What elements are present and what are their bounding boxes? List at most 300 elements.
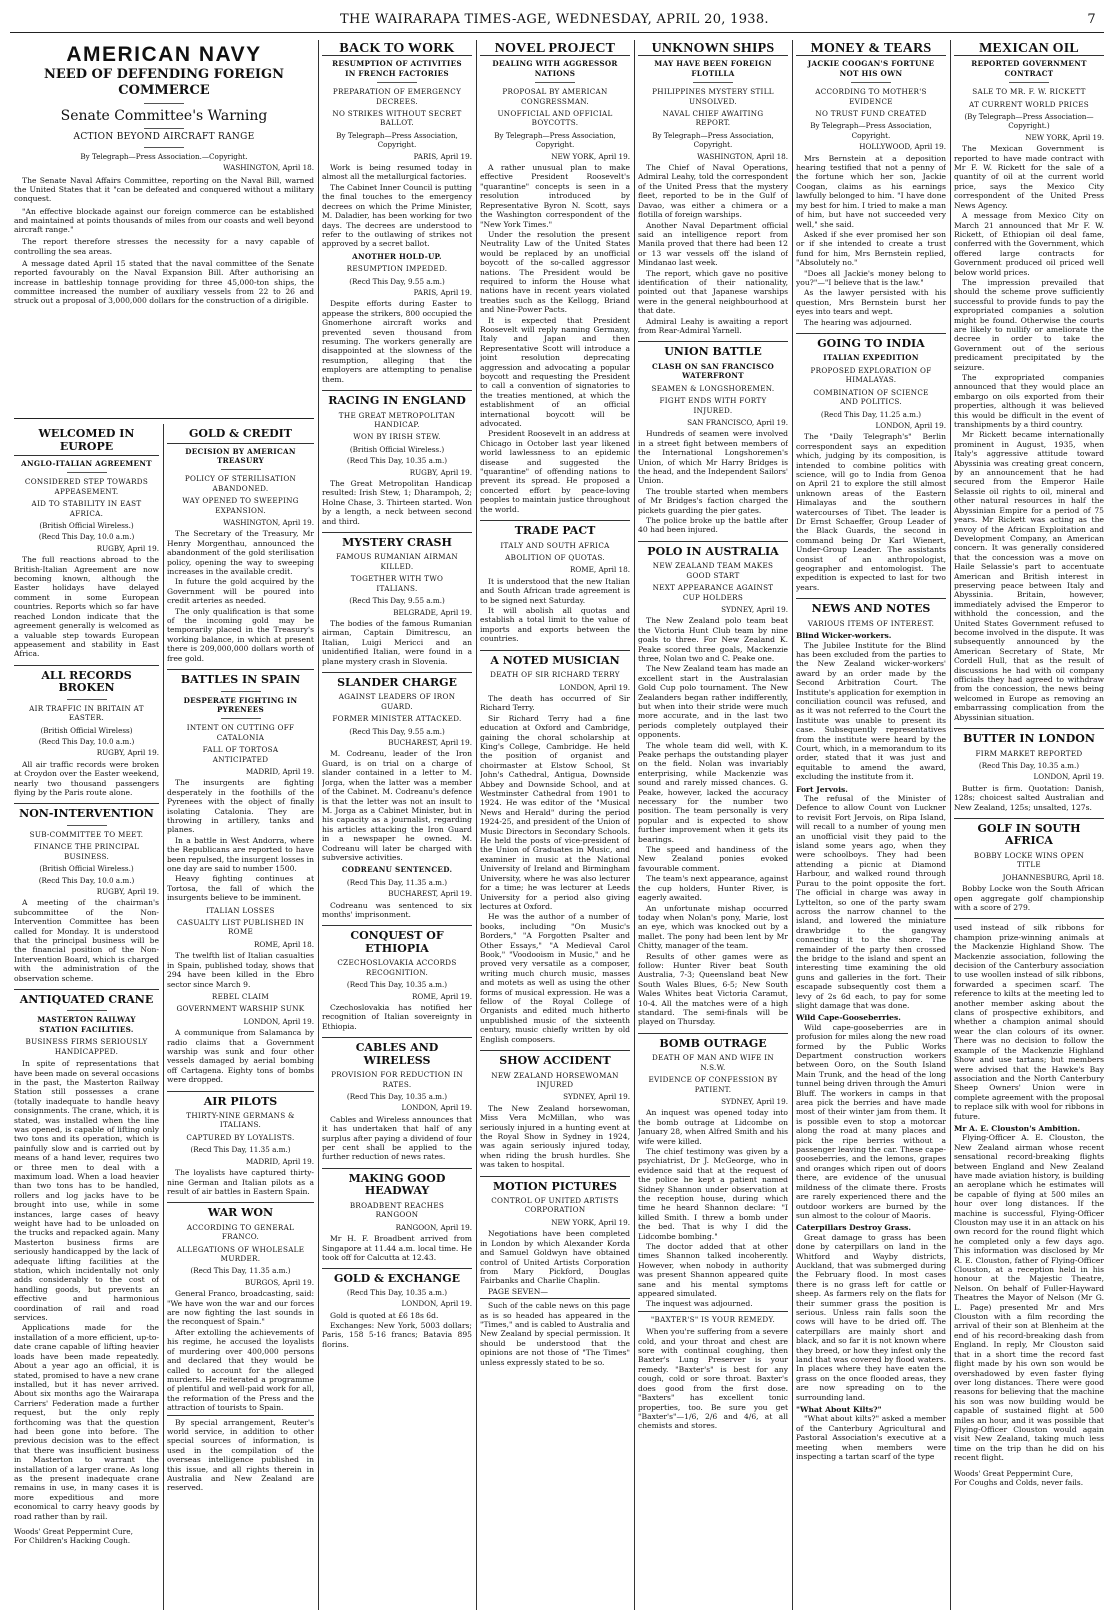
advert-heading: "BAXTER'S" IS YOUR REMEDY. — [650, 1314, 776, 1324]
headline-noted-musician: A NOTED MUSICIAN — [490, 653, 620, 667]
paragraph: An unfortunate mishap occurred today when Nolan's pony, Marie, lost an eye, which was knocked out by a mallet. The pony had been lent by Mr Chitty, manager of the team. — [638, 903, 788, 951]
paragraph: The doctor added that at other times Shannon talked incoherently. However, when nobody in authority was present Shannon appeared quite sane and his mental symptoms appeared simulated. — [638, 1242, 788, 1299]
headline-battles-spain: BATTLES IN SPAIN — [180, 673, 301, 687]
credit-line: (Recd This Day, 10.0 a.m.) — [38, 532, 135, 542]
rule — [322, 672, 472, 673]
credit-line: (Recd This Day, 9.55 a.m.) — [349, 596, 445, 606]
paragraph: The twelfth list of Italian casualties in Spain, published today, shows that 294 have been killed in the Ebro sector since March 9. — [167, 951, 314, 989]
dateline: HOLLYWOOD, April 19. — [859, 142, 946, 152]
rule — [167, 443, 314, 444]
paragraph: A meeting of the chairman's subcommittee of the Non-Intervention Committee has been called for Monday. It is understood that the principal business will be the financial position of the Non-Intervention Board, which is charged with the administration of the observation scheme. — [14, 898, 159, 983]
masthead-title: THE WAIRARAPA TIMES-AGE, WEDNESDAY, APRIL 20, 1938. — [340, 12, 769, 27]
headline-slander-charge: SLANDER CHARGE — [337, 675, 457, 689]
paragraph: The New Zealand horsewoman, Miss Vera McMillan, who was seriously injured in a hunting event at the Royal Show in Sydney in 1924, was again seriously injured today, when riding the brush hurdles. She was taken to hospital. — [480, 1103, 630, 1170]
rule — [638, 1311, 788, 1312]
paragraph: A message from Mexico City on March 21 announced that Mr F. W. Rickett, of Ethiopian oil deal fame, conferred with the Government, which offered large contracts for Government produced oil priced well below world prices. — [954, 211, 1104, 277]
advert-text: When you're suffering from a severe cold, and your throat and chest are sore with continual coughing, then Baxter's Lung Preserver is your remedy. "Baxter's" is best for any cough, cold or sore throat. Baxter's does good from the first dose. "Baxters" has excellent tonic properties, too. Be sure you get "Baxter's"—1/6, 2/6 and 4/6, at all chemists and stores. — [638, 1327, 788, 1431]
column-divider — [950, 40, 951, 1610]
paragraph: "Does all Jackie's money belong to you?"—"I believe that is the law." — [796, 268, 946, 287]
divider — [144, 147, 184, 148]
credit-line: (Recd This Day, 10.35 a.m.) — [346, 1287, 448, 1297]
paragraph: Under the resolution the present Neutrality Law of the United States would be replaced by an unofficial boycott of the so-called aggressor nations. The President would be required to inform the House what nations have in recent years violated treaties such as the Kellogg, Briand and Nine-Power Pacts. — [480, 229, 630, 315]
rule — [954, 728, 1104, 729]
paragraph: The loyalists have captured thirty-nine German and Italian pilots as a result of air battles in Eastern Spain. — [167, 1168, 314, 1196]
section-title: "What About Kilts?" — [796, 1405, 882, 1415]
rule — [14, 989, 159, 990]
subhead: DECISION BY AMERICAN TREASURY — [185, 446, 296, 465]
column-4 — [480, 40, 630, 1610]
paragraph: A rather unusual plan to make effective President Roosevelt's "quarantine" concepts is seen in a resolution introduced by Representative Byron N. Scott, says the Washington correspondent of the "New York Times." — [480, 163, 630, 229]
subhead: TOGETHER WITH TWO ITALIANS. — [350, 574, 444, 593]
credit-line: (Recd This Day, 11.25 a.m.) — [820, 409, 922, 419]
rule — [480, 1298, 630, 1299]
subhead: WAY OPENED TO SWEEPING EXPANSION. — [182, 496, 299, 515]
dateline: JOHANNESBURG, April 18. — [1002, 872, 1104, 882]
paragraph: The Great Metropolitan Handicap resulted: Irish Stew, 1; Dharampoh, 2; Holne Chase, 3. Thirteen started. Won by a length, a neck between second and third. — [322, 478, 472, 526]
subhead: PREPARATION OF EMERGENCY DECREES. — [332, 87, 462, 106]
rule — [322, 1268, 472, 1269]
dateline: BUCHAREST, April 19. — [388, 889, 472, 899]
masthead — [10, 12, 1104, 30]
column-2 — [167, 424, 314, 1610]
subhead: SUB-COMMITTEE TO MEET. — [29, 829, 144, 839]
subhead: DEATH OF MAN AND WIFE IN N.S.W. — [651, 1053, 775, 1072]
headline-news-notes: NEWS AND NOTES — [811, 602, 931, 616]
dateline: NEW YORK, April 19. — [1025, 132, 1104, 142]
headline-trade-pact: TRADE PACT — [514, 524, 596, 538]
paragraph: It is understood that the new Italian and South African trade agreement is to be signed next Saturday. — [480, 576, 630, 605]
subhead: NEW ZEALAND TEAM MAKES GOOD START — [652, 561, 774, 580]
masthead-rule — [10, 32, 1104, 33]
headline-back-to-work: BACK TO WORK — [339, 41, 455, 56]
headline-bomb-outrage: BOMB OUTRAGE — [659, 1036, 767, 1050]
subhead: CZECHOSLOVAKIA ACCORDS RECOGNITION. — [337, 958, 457, 977]
subhead: CLASH ON SAN FRANCISCO WATERFRONT — [651, 361, 775, 381]
rule — [322, 925, 472, 926]
column-divider — [318, 40, 319, 1610]
dateline: SAN FRANCISCO, April 19. — [687, 417, 788, 427]
paragraph: Results of other games were as follow: Hunter River beat South Australia, 7-3; Queensland beat New South Wales Blues, 6-5; New South Wales Whites beat Victoria Caramut, 10-4. All the matches were of a high standard. The semi-finals will be played on Thursday. — [638, 951, 788, 1027]
paragraph: General Franco, broadcasting, said: "We have won the war and our forces are now fighting the last sounds in the reconquest of Spain." — [167, 1289, 314, 1327]
paragraph: "An effective blockade against our foreign commerce can be established and maintained at points thousands of miles from our coasts and well beyond aircraft range." — [14, 206, 314, 235]
divider — [693, 82, 733, 83]
headline-war-won: WAR WON — [207, 1206, 274, 1220]
headline-records-broken: ALL RECORDS BROKEN — [41, 668, 132, 695]
paragraph: An inquest was opened today into the bomb outrage at Lidcombe on January 28, when Alfred Smith and his wife were killed. — [638, 1108, 788, 1146]
rule — [14, 455, 159, 456]
headline-air-pilots: AIR PILOTS — [203, 1094, 278, 1108]
subhead-defending-commerce: NEED OF DEFENDING FOREIGN COMMERCE — [44, 67, 284, 99]
dateline: NEW YORK, April 19. — [551, 151, 630, 161]
headline-show-accident: SHOW ACCIDENT — [499, 1054, 611, 1067]
rule — [322, 532, 472, 533]
dateline: NEW YORK, April 19. — [551, 1217, 630, 1227]
credit-line: (Recd This Day, 10.35 a.m.) — [346, 1092, 448, 1102]
dateline: LONDON, April 19. — [401, 1299, 472, 1309]
paragraph: The Jubilee Institute for the Blind has been excluded from the parties to the New Zealand wicker-workers' award by an order made by the Second Arbitration Court. The Institute's application for exemption in conciliation council was refused, and as it was not referred to the Court the Institute was unable to present its case. Subsequently representatives from the institute were heard by the Court, which, in a memorandum to its order, stated that it was just and equitable to amend the award, excluding the institute from it. — [796, 640, 946, 782]
rule — [796, 333, 946, 334]
paragraph: The expropriated companies announced that they would place an embargo on oils exported from their properties, although it was believed this would be difficult in the event of transhipments by a third country. — [954, 373, 1104, 430]
advert-line: For Children's Hacking Cough. — [14, 1536, 131, 1545]
paragraph: Codreanu was sentenced to six months' imprisonment. — [322, 900, 472, 919]
subhead: DEATH OF SIR RICHARD TERRY — [490, 670, 620, 680]
paragraph: The "Daily Telegraph's" Berlin correspondent says an expedition which, judging by its composition, is intended to combine politics with science, will go to India from Genoa on April 21 to explore the still almost unknown areas of the Eastern Himalayas and the southern watercourses of Tibet. The leader is Dr Ernst Schaeffer, Group Leader of the Black Guards, the second in command being Dr Karl Wienert, Under-Group Leader. The assistants consist of an anthropologist, geographer and entomologist. The expedition is expected to last for two years. — [796, 432, 946, 592]
dateline: BUCHAREST, April 19. — [388, 738, 472, 748]
headline-union-battle: UNION BATTLE — [664, 345, 762, 359]
rule — [167, 1091, 314, 1092]
dateline: PARIS, April 19. — [413, 151, 472, 161]
rule — [14, 665, 159, 666]
subhead: PROVISION FOR REDUCTION IN RATES. — [331, 1070, 463, 1089]
paragraph: Applications made for the installation of a more efficient, up-to-date crane capable of lifting heavier loads have been made repeatedly. About a year ago an official, it is stated, promised to have a new crane installed, but it has never arrived. About six months ago the Wairarapa Carriers' Federation made a further request, but the only reply forthcoming was that the question had been gone into before. The previous decision was to the effect that there was insufficient business in Masterton to warrant the installation of a larger crane. As long as the present inadequate crane remains in use, in many cases it is more expeditious and more economical to carry heavy goods by road rather than by rail. — [14, 1323, 159, 1521]
subhead: FAMOUS RUMANIAN AIRMAN KILLED. — [336, 552, 458, 571]
subhead: NEW ZEALAND HORSEWOMAN INJURED — [491, 1070, 619, 1089]
dateline: ROME, April 18. — [253, 939, 314, 949]
paragraph: Flying-Officer A. E. Clouston, the New Zealand airman whose recent sensational record-breaking flights between England and New Zealand have made aviation history, is building an aeroplane which he estimates will be capable of flying at 500 miles an hour over long distances. If the machine is successful, Flying-Officer Clouston may use it in an attack on his own record for the round flight which he completed only a few days ago. This information was disclosed by Mr R. E. Clouston, father of Flying-Officer Clouston, at a reception held in his honour at the Majestic Theatre, Nelson. On behalf of Fuller-Hayward Theatres the Mayor of Nelson (Mr G. L. Page) presented Mr and Mrs Clouston with a film recording the arrival of their son at Blenheim at the end of his record-breaking dash from England. In reply, Mr Clouston said that in a short time the record fast flight made by his own son would be overshadowed by even faster flying over long distances. There were good reasons for believing that the machine his son was now building would be capable of sustained flight at 500 miles an hour, and it was possible that Flying-Officer Clouston would again visit New Zealand, taking much less time on the trip than he did on his recent flight. — [954, 1133, 1104, 1463]
credit-line: (British Official Wireless.) — [349, 444, 445, 454]
subhead: SEAMEN & LONGSHOREMEN. — [651, 383, 775, 393]
dateline: WASHINGTON, April 18. — [697, 151, 788, 161]
dateline: SYDNEY, April 19. — [563, 1092, 630, 1102]
headline-butter-london: BUTTER IN LONDON — [963, 732, 1095, 746]
headline-conquest-ethiopia: CONQUEST OF ETHIOPIA — [350, 929, 444, 955]
paragraph: Great damage to grass has been done by caterpillars on land in the Whitford and Wayby districts, Auckland, that was submerged during the February flood. In most cases there is no grass left for cattle or sheep. As farmers rely on the flats for their summer grass the position is serious. Unless rain falls soon the cows will have to be dried off. The caterpillars are mainly short and black, and so far it is not known where they breed, or how they infest only the land that was covered by flood waters. In places where they have eaten the grass on the once flooded areas, they are now spreading on to the surrounding land. — [796, 1232, 946, 1402]
dateline: LONDON, April 19. — [1033, 772, 1104, 782]
divider — [221, 718, 261, 719]
paragraph: PAGE SEVEN— — [488, 1286, 548, 1296]
credit-line: (Recd This Day, 9.55 a.m.) — [349, 726, 445, 736]
paragraph: The impression prevailed that should the scheme prove sufficiently successful to provide funds to pay the expropriated companies a solution might be found. Otherwise the courts are likely to nullify or ameliorate the decree in order to take the Government out of the serious predicament precipitated by the seizure. — [954, 277, 1104, 372]
paragraph: "What about kilts?" asked a member of the Canterbury Agricultural and Pastoral Association's executive at a meeting when members were inspecting a tartan scarf of the type — [796, 1414, 946, 1462]
credit-line: By Telegraph—Press Association, Copyright. — [652, 130, 774, 150]
subhead: CODREANU SENTENCED. — [341, 865, 453, 875]
subhead: NEXT APPEARANCE AGAINST CUP HOLDERS — [652, 583, 774, 602]
paragraph: The speed and handiness of the New Zealand ponies evoked favourable comment. — [638, 845, 788, 873]
credit-line: (British Official Wireless.) — [39, 864, 134, 874]
paragraph: The hearing was adjourned. — [804, 317, 912, 327]
subhead-aircraft-range: ACTION BEYOND AIRCRAFT RANGE — [73, 132, 255, 143]
paragraph: The Mexican Government is reported to have made contract with Mr F. W. Rickett for the sale of a quantity of oil at the current world price, says the Mexico City correspondent of the United Press News Agency. — [954, 144, 1104, 210]
headline-unknown-ships: UNKNOWN SHIPS — [651, 41, 775, 56]
rule — [322, 390, 472, 391]
credit-line: By Telegraph—Press Association, Copyright. — [494, 130, 616, 150]
subhead: ABOLITION OF QUOTAS. — [505, 553, 605, 562]
column-1 — [14, 424, 159, 1610]
rule — [167, 1202, 314, 1203]
page-number: 7 — [1087, 12, 1096, 27]
subhead: CASUALTY LIST PUBLISHED IN ROME — [176, 918, 305, 937]
paragraph: It will abolish all quotas and establish a total limit to the value of imports and exports between the countries. — [480, 606, 630, 644]
paragraph: The only qualification is that some of the incoming gold may be temporarily placed in the Treasury's working balance, in which at present there is 209,000,000 dollars worth of free gold. — [167, 606, 314, 663]
rule — [322, 1168, 472, 1169]
headline-mexican-oil: MEXICAN OIL — [979, 41, 1079, 56]
rule — [480, 1176, 630, 1177]
paragraph: Butter is firm. Quotation: Danish, 128s; choicest salted Australian and New Zealand, 125s; unsalted, 127s. — [954, 783, 1104, 812]
paragraph: Despite efforts during Easter to appease the strikers, 800 occupied the Gnomerhone aircraft works and prevented seven thousand from resuming. The workers generally are disappointed at the slowness of the resumption, alleging that the employers are attempting to penalise them. — [322, 299, 472, 384]
headline-antiquated-crane: ANTIQUATED CRANE — [19, 992, 154, 1006]
paragraph: In future the gold acquired by the Government will be poured into credit arteries as needed. — [167, 577, 314, 606]
subhead: VARIOUS ITEMS OF INTEREST. — [807, 618, 935, 628]
rule — [480, 520, 630, 521]
paragraph: Such of the cable news on this page as is so headed has appeared in the "Times," and is cabled to Australia and New Zealand by special permission. It should be understood that the opinions are not those of "The Times" unless expressly stated to be so. — [480, 1301, 630, 1367]
subhead: BROADBENT REACHES RANGOON — [349, 1200, 445, 1220]
dateline: BURGOS, April 19. — [244, 1277, 314, 1287]
paragraph: Asked if she ever promised her son or if she intended to create a trust fund for him, Mrs Bernstein replied, "Absolutely no." — [796, 229, 946, 268]
dateline: LONDON, April 19. — [243, 1016, 314, 1026]
subhead: FIGHT ENDS WITH FORTY INJURED. — [659, 396, 767, 415]
paragraph: The Chief of Naval Operations, Admiral Leahy, told the correspondent of the United Press that the mystery fleet, reported to be in the Gulf of Davao, was either a chimera or a flotilla of foreign warships. — [638, 163, 788, 220]
credit-line: By Telegraph—Press Association, Copyright. — [810, 121, 932, 140]
subhead: REBEL CLAIM — [211, 991, 270, 1001]
dateline: RUGBY, April 19. — [96, 543, 159, 553]
credit-line: (Recd This Day, 10.0 a.m.) — [38, 875, 135, 885]
paragraph: The bodies of the famous Rumanian airman, Captain Dimitrescu, an Italian, Luigi Mericci and an unidentified Italian, were found in a plane mystery crash in Slovenia. — [322, 618, 472, 666]
paragraph: The insurgents are fighting desperately in the foothills of the Pyrenees with the object of finally isolating Catalonia. They are throwing in artillery, tanks and planes. — [167, 778, 314, 835]
headline-welcomed-europe: WELCOMED IN EUROPE — [38, 427, 135, 453]
credit-line: (Recd This Day, 10.0 a.m.) — [38, 736, 135, 746]
section-rule — [14, 418, 314, 419]
rule — [638, 341, 788, 342]
paragraph: In spite of representations that have been made on several occasions in the past, the Masterton Railway Station still possesses a crane (totally inadequate to handle heavy consignments. The crane, which, it is stated, was installed when the line was opened, is capable of lifting only two tons and its operation, which is painfully slow and is carried out by means of a hand lever, requires two or three men to deal with a maximum load. When a load heavier than two tons has to be handled, rollers and log jacks have to be brought into use, while in some instances, large cases of heavy weight have had to be unloaded on the trucks and repacked again. Many Masterton business firms are seriously handicapped by the lack of adequate lifting facilities at the station, which incidentally not only adds considerably to the cost of handling goods, but prevents an effective and harmonious coordination of rail and road services. — [14, 1059, 159, 1323]
subhead: ACCORDING TO GENERAL FRANCO. — [186, 1222, 295, 1242]
advert-line: Woods' Great Peppermint Cure, — [954, 1468, 1073, 1478]
column-divider — [792, 40, 793, 1610]
paragraph: The police broke up the battle after 40 had been injured. — [638, 515, 788, 535]
subhead: RESUMPTION OF ACTIVITIES IN FRENCH FACTORIES — [332, 59, 462, 78]
credit-line: (British Official Wireless.) — [39, 521, 134, 531]
subhead: CONTROL OF UNITED ARTISTS CORPORATION — [491, 1196, 619, 1215]
paragraph: He was the author of a number of books, including "On Music's Borders," "A Forgotten Psalter and Other Essays," "A Medieval Carol Book," "Voodooism in Music," and he proved very versatile as a composer, writing much church music, masses and motets as well as using the other forms of musical expression. He was a fellow of the Royal College of Organists and edited much hitherto unpublished music of the sixteenth century, music chiefly written by old English composers. — [480, 912, 630, 1044]
subhead: RESUMPTION IMPEDED. — [346, 264, 448, 274]
divider — [144, 103, 184, 104]
dateline: LONDON, April 19. — [401, 1103, 472, 1113]
paragraph: Gold is quoted at £6 18s 6d. — [330, 1310, 439, 1320]
headline-cables-wireless: CABLES AND WIRELESS — [355, 1041, 439, 1067]
headline-racing-england: RACING IN ENGLAND — [328, 394, 466, 407]
paragraph: used instead of silk ribbons for champion prize-winning animals at the Mackenzie Highland Show. The Mackenzie association, following the decision of the Canterbury association to use woollen instead of silk ribbons, forwarded a specimen scarf. The reference to kilts at the meeting led to another member asking about the clans of prospective exhibitors, and whether a champion animal should wear the clan colours of its owner. There was no decision to follow the example of the Mackenzie Highland Show and use tartans; but members were advised that the Hawke's Bay association and the North Canterbury Sheep Owners' Union were in complete agreement with the proposal to replace silk with wool for ribbons in future. — [954, 923, 1104, 1121]
paragraph: M. Codreanu, leader of the Iron Guard, is on trial on a charge of slander contained in a letter to M. Jorga, when the latter was a member of the Cabinet. M. Codreanu's defence is that the letter was not an insult to M. Jorga as a Cabinet Minister, but in his capacity as a journalist, regarding his articles attacking the Iron Guard in a newspaper he owned. M. Codreanu will later be charged with subversive activities. — [322, 749, 472, 862]
subhead: DEALING WITH AGGRESSOR NATIONS — [492, 59, 618, 78]
subhead: PROPOSED EXPLORATION OF HIMALAYAS. — [810, 365, 932, 385]
rule — [480, 1050, 630, 1051]
dateline: MADRID, April 19. — [245, 1156, 314, 1166]
paragraph: Bobby Locke won the South African open aggregate golf championship with a score of 279. — [954, 884, 1104, 912]
paragraph: The refusal of the Minister of Defence to allow Count von Luckner to revisit Fort Jervois, on Ripa Island, will recall to a number of young men an unofficial visit they paid to the island some years ago, when they were schoolboys. They had been attending a picnic at Diamond Harbour, and walked round through Purau to the point opposite the fort. The official in charge was away in Lyttelton, so one of the party swam across the narrow channel to the island, and lowered the miniature drawbridge to the gangway connecting it to the shore. The remainder of the party then crossed the bridge to the island and spent an interesting time examining the old guns and galleries in the fort. Their escapade subsequently cost them a levy of 2s 6d each, to pay for some slight damage that was done. — [796, 794, 946, 1010]
paragraph: A communique from Salamanca by radio claims that a Government warship was sunk and four other vessels damaged by aerial bombing off Cartagena. Eighty tons of bombs were dropped. — [167, 1028, 314, 1085]
subhead: AGAINST LEADERS OF IRON GUARD. — [338, 692, 456, 711]
paragraph: The full reactions abroad to the British-Italian Agreement are now becoming known, although the Easter holidays have delayed comment in some European countries. Reports which so far have reached London indicate that the agreement generally is welcomed as a valuable step towards European appeasement and stability in East Africa. — [14, 555, 159, 659]
subhead: CONSIDERED STEP TOWARDS APPEASEMENT. — [24, 477, 149, 496]
subhead: AIR TRAFFIC IN BRITAIN AT EASTER. — [29, 703, 144, 723]
paragraph: Mr H. F. Broadbent arrived from Singapore at 11.44 a.m. local time. He took off for Calcutta at 12.43. — [322, 1234, 472, 1262]
subhead: FALL OF TORTOSA ANTICIPATED — [202, 745, 279, 764]
section-title: Mr A. E. Clouston's Ambition. — [954, 1123, 1081, 1133]
divider — [221, 691, 261, 692]
rule — [322, 1037, 472, 1038]
divider — [67, 825, 107, 826]
paragraph: Admiral Leahy is awaiting a report from Rear-Admiral Yarnell. — [638, 316, 788, 335]
subhead: ACCORDING TO MOTHER'S EVIDENCE — [815, 87, 927, 106]
rule — [480, 650, 630, 651]
subhead: FORMER MINISTER ATTACKED. — [332, 714, 462, 724]
paragraph: After extolling the achievements of his regime, he accused the loyalists of murdering over 400,000 persons and declared that they would be called to account for the alleged murders. He reiterated a programme of plentiful and well-paid work for all, the reformation of the Press and the attraction of tourists to Spain. — [167, 1327, 314, 1413]
credit-line: (Recd This Day, 11.35 a.m.) — [346, 877, 448, 887]
paragraph: Mr Rickett became internationally prominent in August, 1935, when Italy's aggressive attitude toward Abyssinia was creating great concern, by an announcement that he had secured from the Emperor Haile Selassie oil rights to oil, mineral and other natural resources in half the Abyssinian Empire for a period of 75 years. Mr Rickett was acting as the envoy of the African Exploitation and Development Company, an American concern. It was generally considered that the concession was a move on Haile Selassie's part to accentuate American and British interest in preserving peace between Italy and Abyssinia. Britain, however, immediately advised the Emperor to withhold the concession, and the United States Government refused to become involved in the dispute. It was subsequently announced by the American Secretary of State, Mr Cordell Hull, that as the result of discussions he had with oil company officials they had agreed to withdraw from the concession, the news being welcomed in Europe as removing an embarrassing complication from the Abyssinian situation. — [954, 430, 1104, 722]
dateline: RUGBY, April 19. — [96, 886, 159, 896]
paragraph: President Roosevelt in an address at Chicago in October last year likened world lawlessness to an epidemic disease and suggested the "quarantine" of offending nations to prevent its spread. He proposed a concerted effort by peace-loving peoples to maintain justice throughout the world. — [480, 429, 630, 514]
divider — [377, 82, 417, 83]
subhead: EVIDENCE OF CONFESSION BY PATIENT. — [648, 1075, 778, 1094]
headline-non-intervention: NON-INTERVENTION — [19, 807, 154, 821]
subhead: INTENT ON CUTTING OFF CATALONIA — [186, 723, 295, 742]
dateline: ROME, April 18. — [569, 565, 630, 575]
dateline: LONDON, April 19. — [559, 682, 630, 692]
column-6 — [796, 40, 946, 1610]
subhead: COMBINATION OF SCIENCE AND POLITICS. — [813, 387, 929, 407]
column-7 — [954, 40, 1104, 1610]
headline-going-india: GOING TO INDIA — [817, 336, 925, 350]
subhead: ANGLO-ITALIAN AGREEMENT — [21, 459, 152, 468]
subhead: UNOFFICIAL AND OFFICIAL BOYCOTTS. — [497, 109, 613, 128]
paragraph: Sir Richard Terry had a fine education at Oxford and Cambridge, gaining the choral scholarship at King's College, Cambridge. He held the position of organist and choirmaster at Elstow School, St John's Cathedral, Antigua, Downside Abbey and Downside School, and at Westminster Cathedral from 1901 to 1924. He was editor of the "Musical News and Herald" during the period 1924-25, and president of the Union of Music Directors in Secondary Schools. He held the posts of vice-president of the Union of Graduates in Music, and examiner in music at the National University of Ireland and Birmingham University, where he was also lecturer for a time; he was lecturer at Leeds University for a period also giving lectures at Oxford. — [480, 713, 630, 911]
section-title: Fort Jervois. — [796, 784, 848, 794]
subhead: BUSINESS FIRMS SERIOUSLY HANDICAPPED. — [25, 1037, 148, 1056]
paragraph: Hundreds of seamen were involved in a street fight between members of the International Longshoremen's Union, of which Mr Harry Bridges is the head, and the Independent Sailors' Union. — [638, 429, 788, 486]
subhead: ALLEGATIONS OF WHOLESALE MURDER. — [176, 1244, 305, 1264]
headline-gold-exchange: GOLD & EXCHANGE — [333, 1272, 461, 1286]
dateline: LONDON, April 19. — [875, 420, 946, 430]
paragraph: By special arrangement, Reuter's world service, in addition to other special sources of information, is used in the compilation of the overseas intelligence published in this issue, and all rights therein in Australia and New Zealand are reserved. — [167, 1417, 314, 1493]
paragraph: The inquest was adjourned. — [646, 1299, 753, 1309]
subhead: DESPERATE FIGHTING IN PYRENEES — [183, 695, 298, 714]
column-divider — [476, 40, 477, 1610]
headline-golf-south-africa: GOLF IN SOUTH AFRICA — [977, 821, 1081, 848]
paragraph: The Secretary of the Treasury, Mr Henry Morgenthau, announced the abandonment of the gold sterilisation policy, opening the way to sweeping increases in the available credit. — [167, 529, 314, 576]
paragraph: The death has occurred of Sir Richard Terry. — [480, 693, 630, 713]
paragraph: All air traffic records were broken at Croydon over the Easter weekend, nearly two thousand passengers flying by the Paris route alone. — [14, 759, 159, 797]
subhead: GOVERNMENT WARSHIP SUNK — [176, 1004, 305, 1014]
section-title: Caterpillars Destroy Grass. — [796, 1223, 912, 1233]
subhead: PROPOSAL BY AMERICAN CONGRESSMAN. — [502, 87, 608, 106]
rule — [167, 669, 314, 670]
subhead: ITALIAN EXPEDITION — [823, 353, 919, 363]
dateline: SYDNEY, April 19. — [721, 1096, 788, 1106]
subhead: BOBBY LOCKE WINS OPEN TITLE — [973, 850, 1085, 870]
column-5 — [638, 40, 788, 1610]
paragraph: Cables and Wireless announces that it has undertaken that half of any surplus after paying a dividend of four per cent shall be applied to the further reduction of news rates. — [322, 1114, 472, 1162]
divider — [1009, 82, 1049, 83]
paragraph: A message dated April 15 stated that the naval committee of the Senate reported favourably on the Naval Expansion Bill. After authorising an increase in battleship tonnage providing for three 45,000-ton ships, the committee increased the number of auxiliary vessels from 22 to 26 and struck out a proposal of 3,000,000 dollars for the construction of a dirigible. — [14, 259, 314, 306]
headline-novel-project: NOVEL PROJECT — [494, 41, 616, 56]
dateline: WASHINGTON, April 18. — [223, 163, 314, 173]
subhead: PHILIPPINES MYSTERY STILL UNSOLVED. — [652, 87, 774, 106]
divider — [851, 82, 891, 83]
section-title: Wild Cape-Gooseberries. — [796, 1013, 901, 1023]
paragraph: Wild cape-gooseberries are in profusion for miles along the new road formed by the Public Works Department construction workers between Ooro, on the South Island Main Trunk, and the head of the long tunnel being driven through the Amuri Bluff. The workers in camps in that area pick the berries and have made most of their winter jam from them. It is possible even to stop a motorcar along the road at many places and pick the ripe berries without a passenger leaving the car. These cape-gooseberries, and the lemons, grapes and oranges which ripen out of doors there, are evidence of the unusual mildness of the climate there. Frosts are rarely experienced there and the outdoor workers are burned by the sun almost to the colour of Maoris. — [796, 1022, 946, 1220]
paragraph: The report, which gave no positive identification of their nationality, pointed out that Japanese warships were in the general neighbourhood at that date. — [638, 268, 788, 316]
dateline: BELGRADE, April 19. — [393, 607, 472, 617]
subhead: THIRTY-NINE GERMANS & ITALIANS. — [186, 1111, 295, 1130]
paragraph: The Cabinet Inner Council is putting the final touches to the emergency decrees on which the Prime Minister, M. Daladier, has been working for two days. The decrees are understood to refer to the outlawing of strikes not approved by a secret ballot. — [322, 182, 472, 249]
rule — [638, 541, 788, 542]
subhead: NO TRUST FUND CREATED — [815, 109, 927, 119]
paragraph: Negotiations have been completed in London by which Alexander Korda and Samuel Goldwyn have obtained control of United Artists Corporation from Mary Pickford, Douglas Fairbanks and Charlie Chaplin. — [480, 1229, 630, 1286]
paragraph: Work is being resumed today in almost all the metallurgical factories. — [322, 163, 472, 182]
subhead: MASTERTON RAILWAY STATION FACILITIES. — [37, 1015, 136, 1034]
column-divider — [634, 40, 635, 1610]
paragraph: It is expected that President Roosevelt will reply naming Germany, Italy and Japan and then Representative Scott will introduce a joint resolution deprecating aggression and advocating a popular boycott and requesting the President to call a convention of signatories to the treaties mentioned, at which the establishment of an official international boycott will be advocated. — [480, 315, 630, 429]
subhead: AT CURRENT WORLD PRICES — [968, 99, 1090, 109]
dateline: SYDNEY, April 19. — [721, 604, 788, 614]
divider — [144, 128, 184, 129]
credit-line: (British Official Wireless) — [40, 725, 133, 735]
rule — [796, 598, 946, 599]
paragraph: The team's next appearance, against the cup holders, Hunter River, is eagerly awaited. — [638, 874, 788, 903]
subhead-senate-warning: Senate Committee's Warning — [60, 108, 268, 125]
rule — [954, 818, 1104, 819]
dateline: MADRID, April 19. — [245, 766, 314, 776]
paragraph: Another Naval Department official said an intelligence report from Manila proved that there had been 12 or 13 war vessels off the island of Mindanao last week. — [638, 220, 788, 268]
credit-line: (Recd This Day, 9.55 a.m.) — [349, 276, 445, 286]
subhead: MAY HAVE BEEN FOREIGN FLOTILLA — [654, 59, 772, 78]
headline-polo-australia: POLO IN AUSTRALIA — [647, 544, 779, 558]
credit-line: (Recd This Day, 11.35 a.m.) — [190, 1145, 291, 1155]
paragraph: The chief testimony was given by a psychiatrist, Dr J. McGeorge, who in evidence said that at the request of the police he kept a patient named Sidney Shannon under observation at the reception house, during which time he heard Shannon declare: "I killed Smith. I threw a bomb under the bed. That is why I did the Lidcombe bombing." — [638, 1146, 788, 1241]
subhead: NAVAL CHIEF AWAITING REPORT. — [662, 109, 764, 128]
paragraph: Czechoslovakia has notified her recognition of Italian sovereignty in Ethiopia. — [322, 1003, 472, 1031]
advert — [954, 1469, 1104, 1487]
headline-mystery-crash: MYSTERY CRASH — [342, 535, 452, 549]
paragraph: In a battle in West Andorra, where the Republicans are reported to have been repulsed, the insurgent losses in one day are said to number 1500. — [167, 835, 314, 874]
dateline: WASHINGTON, April 19. — [223, 517, 314, 527]
credit-line: (Recd This Day, 10.35 a.m.) — [978, 760, 1080, 770]
paragraph: The trouble started when members of Mr Bridges's faction charged the pickets guarding the pier gates. — [638, 486, 788, 515]
headline-motion-pictures: MOTION PICTURES — [493, 1179, 617, 1193]
paragraph: The whole team did well, with K. Peake perhaps the outstanding player on the field. Nolan was invariably enterprising, while Mackenzie was sound and rarely missed chances. G. Peake, however, lacked the accuracy necessary for the number two position. The team personally is very popular and is expected to show further improvement when it gets its bearings. — [638, 740, 788, 844]
headline-gold-credit: GOLD & CREDIT — [189, 427, 292, 440]
credit-line: (By Telegraph—Press Association—Copyright.) — [964, 112, 1094, 131]
article-american-navy — [14, 40, 314, 470]
subhead: JACKIE COOGAN'S FORTUNE NOT HIS OWN — [807, 59, 935, 78]
credit-line: (Recd This Day, 10.35 a.m.) — [346, 456, 448, 466]
headline-money-tears: MONEY & TEARS — [810, 41, 932, 56]
divider — [221, 469, 261, 470]
rule — [167, 1415, 314, 1416]
column-3 — [322, 40, 472, 1610]
divider — [67, 699, 107, 700]
paragraph: The Senate Naval Affairs Committee, reporting on the Naval Bill, warned the United States that it "can be defeated and conquered without a military conquest. — [14, 175, 314, 204]
subhead: NO STRIKES WITHOUT SECRET BALLOT. — [332, 109, 462, 128]
divider — [67, 472, 107, 473]
divider — [67, 1010, 107, 1011]
paragraph: Mrs Bernstein at a deposition hearing testified that not a penny of the fortune which her son, Jackie Coogan, claims as his earnings lawfully belonged to him. "I have done my best for him. I tried to make a man of him, but have not succeeded very well," she said. — [796, 153, 946, 229]
dateline: ROME, April 19. — [411, 991, 472, 1001]
paragraph: As the lawyer persisted with his question, Mrs Bernstein burst her eyes into tears and wept. — [796, 288, 946, 317]
subhead: FINANCE THE PRINCIPAL BUSINESS. — [33, 842, 140, 861]
subhead: WON BY IRISH STEW. — [353, 432, 441, 442]
dateline: RANGOON, April 19. — [395, 1222, 472, 1232]
subhead: AID TO STABILITY IN EAST AFRICA. — [31, 499, 142, 518]
subhead: FIRM MARKET REPORTED — [975, 748, 1083, 758]
subhead: POLICY OF STERILISATION ABANDONED. — [184, 474, 297, 493]
dateline: RUGBY, April 19. — [409, 467, 472, 477]
subhead: THE GREAT METROPOLITAN HANDICAP. — [338, 410, 456, 429]
subhead: CAPTURED BY LOYALISTS. — [186, 1132, 295, 1142]
headline-good-headway: MAKING GOOD HEADWAY — [348, 1171, 446, 1198]
subhead: ITALIAN LOSSES — [206, 905, 275, 915]
credit-line: (Recd This Day, 10.35 a.m.) — [346, 980, 448, 990]
subhead: ITALY AND SOUTH AFRICA — [500, 540, 610, 550]
